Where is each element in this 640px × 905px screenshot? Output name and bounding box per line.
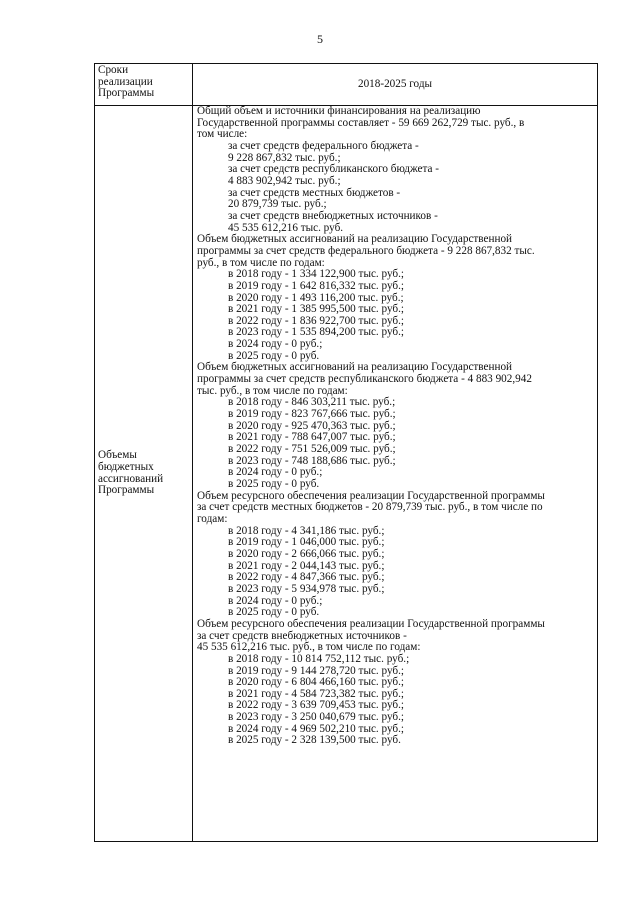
funding-line: 9 228 867,832 тыс. руб.; [228, 151, 341, 164]
funding-line: Объем бюджетных ассигнований на реализацию Государственной [197, 361, 513, 374]
funding-line: Объем ресурсного обеспечения реализации Государственной программы [197, 489, 545, 502]
period-label-line: Программы [98, 87, 155, 100]
funding-line: в 2020 году - 2 666,066 тыс. руб.; [228, 547, 385, 560]
table-row-period [95, 64, 598, 106]
funding-line: том числе: [197, 128, 248, 141]
funding-line: в 2021 году - 788 647,007 тыс. руб.; [228, 431, 396, 444]
funding-line: в 2018 году - 4 341,186 тыс. руб.; [228, 524, 385, 537]
funding-line: в 2019 году - 823 767,666 тыс. руб.; [228, 408, 396, 421]
funding-line: годам: [197, 512, 228, 525]
funding-line: в 2023 году - 1 535 894,200 тыс. руб.; [228, 326, 405, 339]
funding-line: Объем ресурсного обеспечения реализации Государственной программы [197, 617, 545, 630]
funding-line: в 2025 году - 2 328 139,500 тыс. руб. [228, 734, 401, 747]
funding-line: за счет средств республиканского бюджета - [228, 163, 440, 176]
funding-line: в 2023 году - 748 188,686 тыс. руб.; [228, 454, 396, 467]
funding-line: в 2022 году - 751 526,009 тыс. руб.; [228, 443, 396, 456]
funding-details-cell [193, 106, 598, 842]
funding-line: в 2024 году - 0 руб.; [228, 594, 323, 607]
funding-line: за счет средств федерального бюджета - [228, 139, 419, 152]
period-label-line: Сроки [98, 64, 129, 76]
period-label-line: реализации [98, 75, 153, 88]
funding-line: руб., в том числе по годам: [197, 256, 325, 269]
funding-line: в 2019 году - 1 642 816,332 тыс. руб.; [228, 279, 405, 292]
funding-line: за счет средств местных бюджетов - 20 879,739 тыс. руб., в том числе по [197, 501, 543, 514]
funding-line: Объем бюджетных ассигнований на реализацию Государственной [197, 233, 513, 246]
period-label-cell [95, 64, 193, 106]
funding-line: в 2023 году - 5 934,978 тыс. руб.; [228, 582, 385, 595]
funding-label-line: Объемы [98, 449, 137, 462]
funding-label-line: ассигнований [98, 472, 164, 485]
funding-line: в 2019 году - 9 144 278,720 тыс. руб.; [228, 664, 405, 677]
funding-line: программы за счет средств федерального бюджета - 9 228 867,832 тыс. [197, 244, 535, 257]
funding-line: за счет средств внебюджетных источников - [197, 629, 407, 642]
page-number: 5 [317, 32, 323, 46]
funding-line: в 2022 году - 3 639 709,453 тыс. руб.; [228, 699, 405, 712]
funding-line: в 2025 году - 0 руб. [228, 606, 320, 619]
funding-label-line: бюджетных [98, 460, 154, 473]
period-value-cell [193, 64, 598, 106]
program-passport-table [94, 63, 598, 842]
funding-line: в 2021 году - 2 044,143 тыс. руб.; [228, 559, 385, 572]
funding-line: в 2024 году - 4 969 502,210 тыс. руб.; [228, 722, 405, 735]
funding-line: 20 879,739 тыс. руб.; [228, 198, 327, 211]
funding-line: в 2025 году - 0 руб. [228, 478, 320, 490]
funding-line: в 2024 году - 0 руб.; [228, 338, 323, 351]
funding-line: в 2019 году - 1 046,000 тыс. руб.; [228, 536, 385, 549]
funding-line: в 2018 году - 10 814 752,112 тыс. руб.; [228, 652, 410, 665]
funding-line: 45 535 612,216 тыс. руб., в том числе по годам: [197, 641, 421, 654]
funding-line: в 2018 году - 846 303,211 тыс. руб.; [228, 396, 396, 409]
funding-line: в 2020 году - 1 493 116,200 тыс. руб.; [228, 291, 404, 304]
period-value: 2018-2025 годы [357, 77, 433, 90]
funding-line: Государственной программы составляет - 59 669 262,729 тыс. руб., в [197, 116, 525, 129]
funding-line: в 2020 году - 6 804 466,160 тыс. руб.; [228, 676, 405, 689]
funding-line: в 2021 году - 4 584 723,382 тыс. руб.; [228, 687, 405, 700]
funding-line: Общий объем и источники финансирования на реализацию [197, 105, 481, 117]
funding-line: за счет средств внебюджетных источников - [228, 209, 438, 222]
funding-line: в 2025 году - 0 руб. [228, 349, 320, 362]
funding-line: в 2022 году - 4 847,366 тыс. руб.; [228, 571, 385, 584]
table-row-funding [95, 106, 598, 842]
funding-label-line: Программы [98, 484, 155, 497]
funding-line: в 2018 году - 1 334 122,900 тыс. руб.; [228, 268, 405, 281]
funding-line: тыс. руб., в том числе по годам: [197, 384, 348, 397]
funding-line: 45 535 612,216 тыс. руб. [228, 221, 344, 234]
funding-line: в 2021 году - 1 385 995,500 тыс. руб.; [228, 303, 405, 316]
funding-line: за счет средств местных бюджетов - [228, 186, 401, 199]
funding-label-cell [95, 106, 193, 842]
funding-line: в 2020 году - 925 470,363 тыс. руб.; [228, 419, 396, 432]
funding-line: в 2022 году - 1 836 922,700 тыс. руб.; [228, 314, 405, 327]
funding-line: программы за счет средств республиканского бюджета - 4 883 902,942 [197, 373, 532, 386]
funding-line: 4 883 902,942 тыс. руб.; [228, 174, 341, 187]
funding-line: в 2024 году - 0 руб.; [228, 466, 323, 479]
funding-line: в 2023 году - 3 250 040,679 тыс. руб.; [228, 711, 405, 724]
